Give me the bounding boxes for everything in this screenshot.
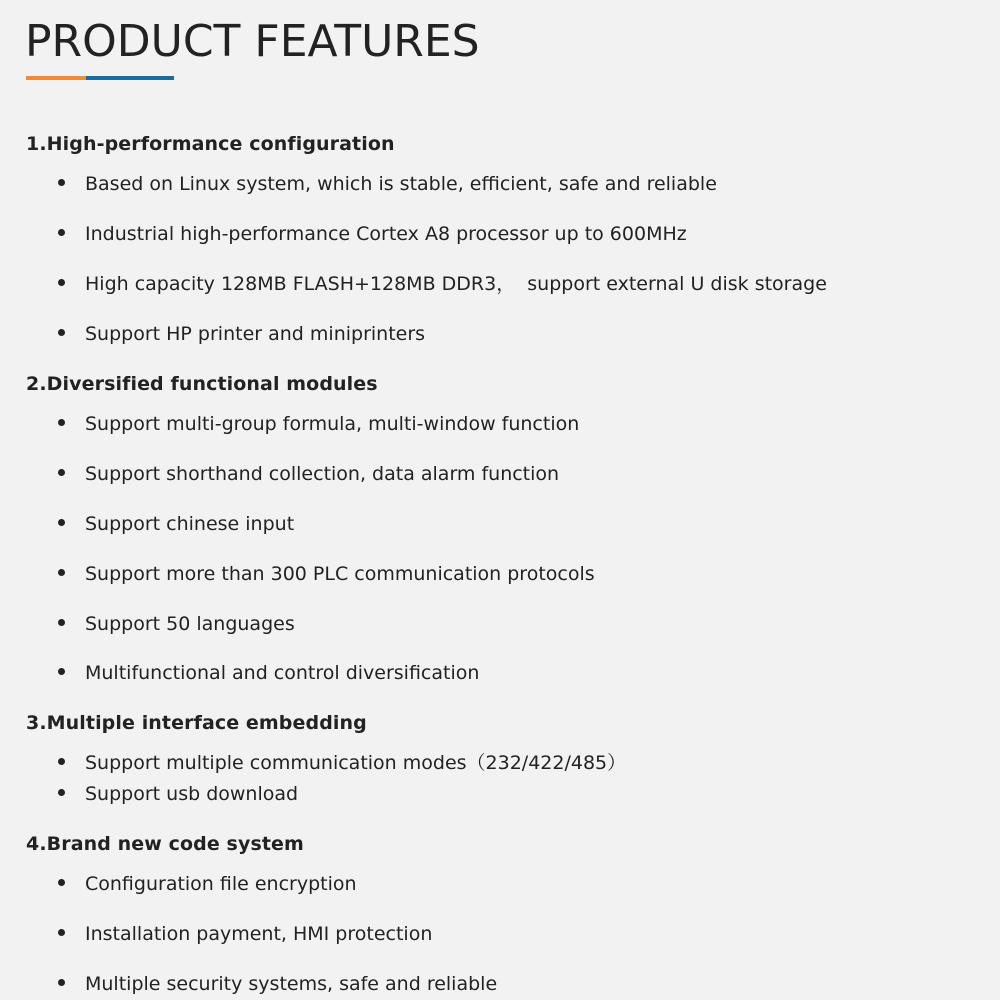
list-item	[58, 221, 687, 247]
list-item-text: Configuration file encryption	[85, 873, 357, 895]
bullet-icon	[58, 758, 65, 765]
section-heading-4: 4.Brand new code system	[26, 833, 304, 855]
list-item	[58, 781, 298, 807]
list-item-text: Support multiple communication modes（232/422/485）	[85, 752, 627, 774]
list-item-text: Based on Linux system, which is stable, efficient, safe and reliable	[85, 173, 717, 195]
list-item-text: Support usb download	[85, 783, 299, 805]
list-item-text: Support chinese input	[85, 513, 295, 535]
bullet-icon	[58, 229, 65, 236]
bullet-icon	[58, 279, 65, 286]
title-underline-orange	[26, 76, 86, 80]
list-item-text: Multiple security systems, safe and reliable	[85, 973, 498, 995]
list-item	[58, 750, 626, 776]
bullet-icon	[58, 519, 65, 526]
bullet-icon	[58, 929, 65, 936]
list-item	[58, 660, 479, 686]
list-item-text: Support HP printer and miniprinters	[85, 323, 426, 345]
list-item	[58, 511, 294, 537]
list-item	[58, 321, 425, 347]
list-item-text: Installation payment, HMI protection	[85, 923, 433, 945]
list-item	[58, 171, 717, 197]
bullet-icon	[58, 979, 65, 986]
list-item	[58, 921, 432, 947]
list-item	[58, 971, 497, 997]
list-item	[58, 611, 295, 637]
page-title: PRODUCT FEATURES	[25, 16, 480, 67]
bullet-icon	[58, 419, 65, 426]
bullet-icon	[58, 179, 65, 186]
bullet-icon	[58, 569, 65, 576]
bullet-icon	[58, 879, 65, 886]
list-item	[58, 561, 595, 587]
list-item-text: Support more than 300 PLC communication protocols	[85, 563, 595, 585]
list-item-text: Multifunctional and control diversification	[85, 662, 480, 684]
list-item-text: Support shorthand collection, data alarm function	[85, 463, 560, 485]
list-item	[58, 461, 559, 487]
bullet-icon	[58, 668, 65, 675]
bullet-icon	[58, 619, 65, 626]
bullet-icon	[58, 789, 65, 796]
section-heading-1: 1.High-performance configuration	[26, 133, 395, 155]
list-item-text: High capacity 128MB FLASH+128MB DDR3， support external U disk storage	[85, 273, 827, 295]
section-heading-2: 2.Diversified functional modules	[26, 373, 378, 395]
section-heading-3: 3.Multiple interface embedding	[26, 712, 367, 734]
list-item	[58, 871, 357, 897]
list-item	[58, 271, 827, 297]
list-item-text: Support 50 languages	[85, 613, 295, 635]
title-underline-blue	[86, 76, 174, 80]
list-item-text: Industrial high-performance Cortex A8 processor up to 600MHz	[85, 223, 687, 245]
bullet-icon	[58, 329, 65, 336]
list-item	[58, 411, 579, 437]
list-item-text: Support multi-group formula, multi-window function	[85, 413, 580, 435]
bullet-icon	[58, 469, 65, 476]
